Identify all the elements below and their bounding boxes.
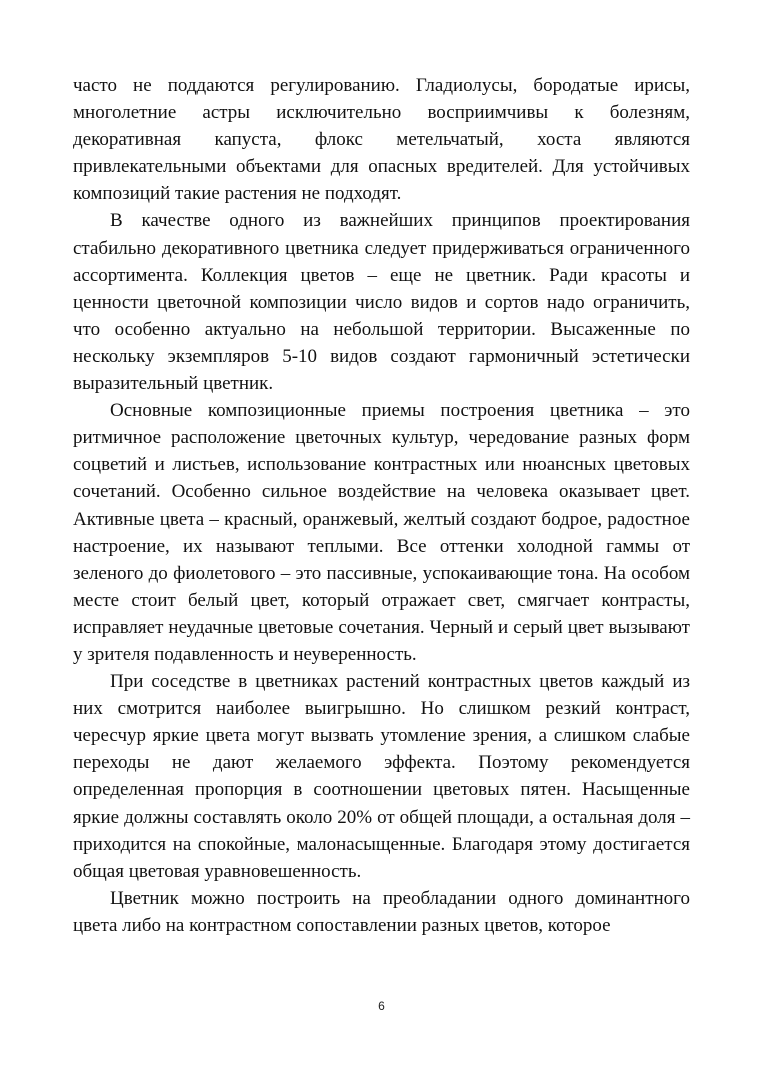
paragraph-dominant-color: Цветник можно построить на преобладании одного доминантного цвета либо на контрастном сопоставлении разных цветов, которое [73,887,690,936]
page-number: 6 [378,999,385,1013]
paragraph-continuation: часто не поддаются регулированию. Гладиолусы, бородатые ирисы, многолетние астры исключительно восприимчивы к болезням, декоративная капуста, флокс метельчатый, хоста являются привлекательными объектами для опасных вредителей. Для устойчивых композиций такие растения не подходят. [73,75,690,205]
paragraph-composition-techniques: Основные композиционные приемы построения цветника – это ритмичное расположение цветочных культур, чередование разных форм соцветий и листьев, использование контрастных или нюансных цветовых сочетаний. Особенно сильное воздействие на человека оказывает цвет. Активные цвета – красный, оранжевый, желтый создают бодрое, радостное настроение, их называют теплыми. Все оттенки холодной гаммы от зеленого до фиолетового – это пассивные, успокаивающие тона. На особом месте стоит белый цвет, который отражает свет, смягчает контрасты, исправляет неудачные цветовые сочетания. Черный и серый цвет вызывают у зрителя подавленность и неуверенность. [73,400,690,665]
paragraph-assortment: В качестве одного из важнейших принципов проектирования стабильно декоративного цветника следует придерживаться ограниченного ассортимента. Коллекция цветов – еще не цветник. Ради красоты и ценности цветочной композиции число видов и сортов надо ограничить, что особенно актуально на небольшой территории. Высаженные по нескольку экземпляров 5-10 видов создают гармоничный эстетически выразительный цветник. [73,210,690,395]
paragraph-contrast-colors: При соседстве в цветниках растений контрастных цветов каждый из них смотрится наиболее выигрышно. Но слишком резкий контраст, чересчур яркие цвета могут вызвать утомление зрения, а слишком слабые переходы не дают желаемого эффекта. Поэтому рекомендуется определенная пропорция в соотношении цветовых пятен. Насыщенные яркие должны составлять около 20% от общей площади, а остальная доля – приходится на спокойные, малонасыщенные. Благодаря этому достигается общая цветовая уравновешенность. [73,671,690,882]
body-text [73,72,690,939]
